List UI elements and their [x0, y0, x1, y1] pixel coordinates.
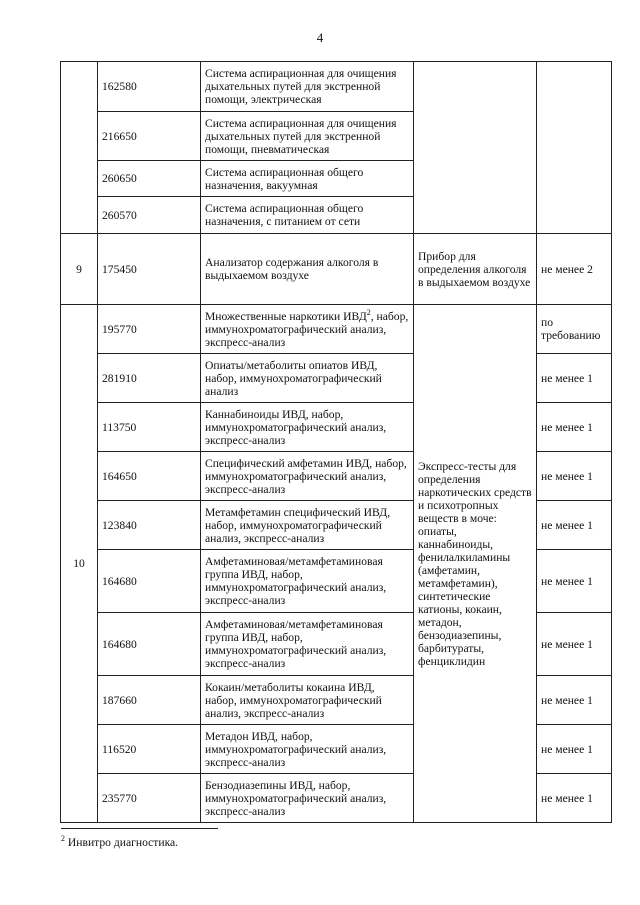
- device-code: 113750: [98, 403, 201, 452]
- device-name-text: , набор, иммунохроматографический анализ, экспресс-анализ: [205, 309, 409, 349]
- page-number: 4: [316, 30, 324, 45]
- table-row: [61, 305, 612, 354]
- device-name: Метамфетамин специфический ИВД, набор, иммунохроматографический анализ, экспресс-анализ: [201, 501, 414, 550]
- device-name: Кокаин/метаболиты кокаина ИВД, набор, иммунохроматографический анализ, экспресс-анализ: [201, 676, 414, 725]
- device-name: Система аспирационная для очищения дыхательных путей для экстренной помощи, электрическая: [201, 62, 414, 112]
- equipment-table-body: [61, 62, 612, 823]
- device-code: 175450: [98, 234, 201, 305]
- device-name: Амфетаминовая/метамфетаминовая группа ИВД, набор, иммунохроматографический анализ, экспресс-анализ: [201, 613, 414, 676]
- quantity: по требованию: [537, 305, 612, 354]
- device-name: Опиаты/метаболиты опиатов ИВД, набор, иммунохроматографический анализ: [201, 354, 414, 403]
- device-code: 260650: [98, 161, 201, 197]
- quantity: [537, 161, 612, 197]
- device-name: Каннабиноиды ИВД, набор, иммунохроматографический анализ, экспресс-анализ: [201, 403, 414, 452]
- table-row: [61, 62, 612, 112]
- group-number: 10: [61, 305, 98, 823]
- device-code: 116520: [98, 725, 201, 774]
- group-number: 9: [61, 234, 98, 305]
- footnote: [61, 836, 178, 849]
- device-name: Система аспирационная для очищения дыхательных путей для экстренной помощи, пневматическая: [201, 112, 414, 161]
- device-code: 123840: [98, 501, 201, 550]
- device-name: Амфетаминовая/метамфетаминовая группа ИВД, набор, иммунохроматографический анализ, экспресс-анализ: [201, 550, 414, 613]
- quantity: не менее 1: [537, 354, 612, 403]
- group-purpose: [414, 62, 537, 234]
- equipment-table: [60, 61, 612, 823]
- device-name: Система аспирационная общего назначения, с питанием от сети: [201, 197, 414, 234]
- device-name: Бензодиазепины ИВД, набор, иммунохроматографический анализ, экспресс-анализ: [201, 774, 414, 823]
- device-name: Метадон ИВД, набор, иммунохроматографический анализ, экспресс-анализ: [201, 725, 414, 774]
- footnote-text: Инвитро диагностика.: [65, 836, 179, 849]
- device-code: 164680: [98, 550, 201, 613]
- device-code: 235770: [98, 774, 201, 823]
- device-name-text: Множественные наркотики ИВД: [205, 309, 367, 323]
- group-purpose: Экспресс-тесты для определения наркотических средств и психотропных веществ в моче: опиаты, каннабиноиды, фенилалкиламины (амфетамин, метамфетамин), синтетические катионы, кокаин, метадон, бензодиазепины, барбитураты, фенциклидин: [414, 305, 537, 823]
- footnote-divider: [61, 828, 218, 829]
- footnote-marker: 2: [61, 834, 65, 844]
- device-code: 162580: [98, 62, 201, 112]
- device-code: 164680: [98, 613, 201, 676]
- device-code: 164650: [98, 452, 201, 501]
- quantity: [537, 197, 612, 234]
- quantity: не менее 1: [537, 676, 612, 725]
- quantity: не менее 1: [537, 550, 612, 613]
- device-code: 195770: [98, 305, 201, 354]
- group-purpose: Прибор для определения алкоголя в выдыхаемом воздухе: [414, 234, 537, 305]
- group-number: [61, 62, 98, 234]
- device-code: 260570: [98, 197, 201, 234]
- quantity: не менее 2: [537, 234, 612, 305]
- quantity: не менее 1: [537, 452, 612, 501]
- device-name: Система аспирационная общего назначения, вакуумная: [201, 161, 414, 197]
- quantity: не менее 1: [537, 403, 612, 452]
- quantity: не менее 1: [537, 725, 612, 774]
- quantity: [537, 62, 612, 112]
- quantity: не менее 1: [537, 613, 612, 676]
- quantity: не менее 1: [537, 501, 612, 550]
- device-name: [201, 305, 414, 354]
- device-name: Специфический амфетамин ИВД, набор, иммунохроматографический анализ, экспресс-анализ: [201, 452, 414, 501]
- quantity: не менее 1: [537, 774, 612, 823]
- table-row: [61, 234, 612, 305]
- footnote-ref: 2: [366, 307, 371, 317]
- device-code: 187660: [98, 676, 201, 725]
- device-name: Анализатор содержания алкоголя в выдыхаемом воздухе: [201, 234, 414, 305]
- quantity: [537, 112, 612, 161]
- device-code: 216650: [98, 112, 201, 161]
- device-code: 281910: [98, 354, 201, 403]
